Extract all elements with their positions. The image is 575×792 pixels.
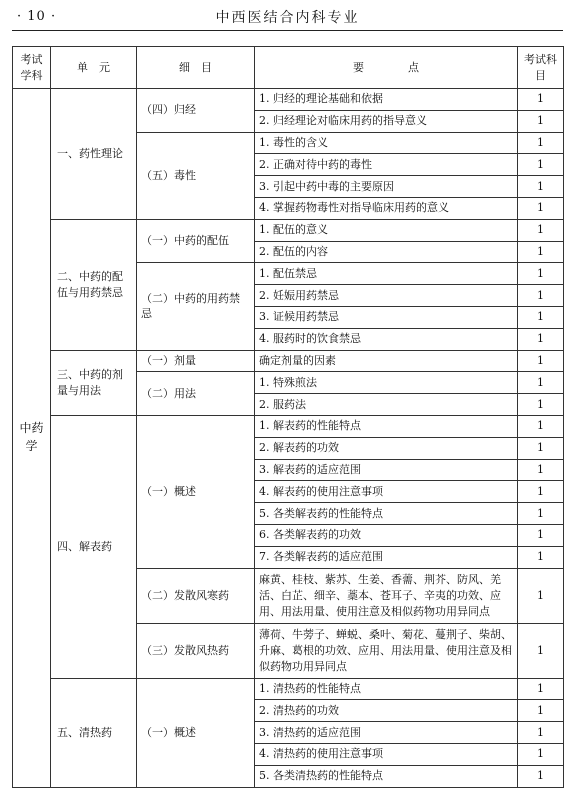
detail-cell: （一）概述 bbox=[137, 678, 255, 787]
header-exam-subject: 考试科目 bbox=[518, 47, 564, 89]
key-point-cell: 1. 解表药的性能特点 bbox=[255, 415, 518, 437]
unit-cell: 五、清热药 bbox=[51, 678, 137, 787]
score-cell: 1 bbox=[518, 132, 564, 154]
key-point-cell: 4. 服药时的饮食禁忌 bbox=[255, 328, 518, 350]
unit-cell: 二、中药的配伍与用药禁忌 bbox=[51, 219, 137, 350]
detail-cell: （三）发散风热药 bbox=[137, 623, 255, 678]
score-cell: 1 bbox=[518, 722, 564, 744]
table-header-row bbox=[13, 47, 564, 89]
header-unit: 单 元 bbox=[51, 47, 137, 89]
page-number: · 10 · bbox=[17, 9, 57, 24]
header-detail: 细 目 bbox=[137, 47, 255, 89]
table-row bbox=[13, 678, 564, 700]
header-subject: 考试学科 bbox=[13, 47, 51, 89]
score-cell: 1 bbox=[518, 89, 564, 111]
score-cell: 1 bbox=[518, 437, 564, 459]
key-point-cell: 5. 各类解表药的性能特点 bbox=[255, 503, 518, 525]
score-cell: 1 bbox=[518, 394, 564, 416]
table-row bbox=[13, 219, 564, 241]
unit-cell: 三、中药的剂量与用法 bbox=[51, 350, 137, 415]
score-cell: 1 bbox=[518, 241, 564, 263]
detail-cell: （二）用法 bbox=[137, 372, 255, 416]
detail-cell: （四）归经 bbox=[137, 89, 255, 133]
score-cell: 1 bbox=[518, 765, 564, 787]
page-title: 中西医结合内科专业 bbox=[215, 10, 360, 26]
score-cell: 1 bbox=[518, 546, 564, 568]
table-row bbox=[13, 415, 564, 437]
score-cell: 1 bbox=[518, 263, 564, 285]
page-header bbox=[0, 0, 575, 34]
key-point-cell: 2. 配伍的内容 bbox=[255, 241, 518, 263]
key-point-cell: 4. 掌握药物毒性对指导临床用药的意义 bbox=[255, 197, 518, 219]
score-cell: 1 bbox=[518, 350, 564, 372]
score-cell: 1 bbox=[518, 306, 564, 328]
key-point-cell: 3. 证候用药禁忌 bbox=[255, 306, 518, 328]
syllabus-table bbox=[12, 46, 564, 788]
score-cell: 1 bbox=[518, 678, 564, 700]
score-cell: 1 bbox=[518, 372, 564, 394]
detail-cell: （一）剂量 bbox=[137, 350, 255, 372]
score-cell: 1 bbox=[518, 700, 564, 722]
table-row bbox=[13, 350, 564, 372]
unit-cell: 一、药性理论 bbox=[51, 89, 137, 220]
key-point-cell: 1. 配伍禁忌 bbox=[255, 263, 518, 285]
detail-cell: （五）毒性 bbox=[137, 132, 255, 219]
key-point-cell: 5. 各类清热药的性能特点 bbox=[255, 765, 518, 787]
score-cell: 1 bbox=[518, 524, 564, 546]
unit-cell: 四、解表药 bbox=[51, 415, 137, 678]
score-cell: 1 bbox=[518, 176, 564, 198]
score-cell: 1 bbox=[518, 503, 564, 525]
header-rule bbox=[12, 30, 563, 31]
key-point-cell: 确定剂量的因素 bbox=[255, 350, 518, 372]
key-point-cell: 1. 归经的理论基础和依据 bbox=[255, 89, 518, 111]
key-point-cell: 1. 配伍的意义 bbox=[255, 219, 518, 241]
key-point-cell: 薄荷、牛蒡子、蝉蜕、桑叶、菊花、蔓荆子、柴胡、升麻、葛根的功效、应用、用法用量、使用注意及相似药物功用异同点 bbox=[255, 623, 518, 678]
score-cell: 1 bbox=[518, 743, 564, 765]
key-point-cell: 3. 解表药的适应范围 bbox=[255, 459, 518, 481]
score-cell: 1 bbox=[518, 568, 564, 623]
key-point-cell: 2. 服药法 bbox=[255, 394, 518, 416]
score-cell: 1 bbox=[518, 285, 564, 307]
score-cell: 1 bbox=[518, 481, 564, 503]
key-point-cell: 2. 妊娠用药禁忌 bbox=[255, 285, 518, 307]
detail-cell: （一）概述 bbox=[137, 415, 255, 568]
detail-cell: （一）中药的配伍 bbox=[137, 219, 255, 263]
key-point-cell: 麻黄、桂枝、紫苏、生姜、香薷、荆芥、防风、羌活、白芷、细辛、藁本、苍耳子、辛夷的功效、应用、用法用量、使用注意及相似药物功用异同点 bbox=[255, 568, 518, 623]
score-cell: 1 bbox=[518, 154, 564, 176]
score-cell: 1 bbox=[518, 459, 564, 481]
key-point-cell: 2. 正确对待中药的毒性 bbox=[255, 154, 518, 176]
header-key-points: 要 点 bbox=[255, 47, 518, 89]
key-point-cell: 2. 清热药的功效 bbox=[255, 700, 518, 722]
key-point-cell: 1. 清热药的性能特点 bbox=[255, 678, 518, 700]
key-point-cell: 1. 特殊煎法 bbox=[255, 372, 518, 394]
score-cell: 1 bbox=[518, 219, 564, 241]
key-point-cell: 6. 各类解表药的功效 bbox=[255, 524, 518, 546]
key-point-cell: 4. 清热药的使用注意事项 bbox=[255, 743, 518, 765]
score-cell: 1 bbox=[518, 110, 564, 132]
score-cell: 1 bbox=[518, 415, 564, 437]
key-point-cell: 2. 归经理论对临床用药的指导意义 bbox=[255, 110, 518, 132]
detail-cell: （二）发散风寒药 bbox=[137, 568, 255, 623]
subject-cell: 中药学 bbox=[13, 89, 51, 788]
score-cell: 1 bbox=[518, 197, 564, 219]
key-point-cell: 7. 各类解表药的适应范围 bbox=[255, 546, 518, 568]
score-cell: 1 bbox=[518, 328, 564, 350]
key-point-cell: 3. 引起中药中毒的主要原因 bbox=[255, 176, 518, 198]
key-point-cell: 2. 解表药的功效 bbox=[255, 437, 518, 459]
key-point-cell: 1. 毒性的含义 bbox=[255, 132, 518, 154]
table-row bbox=[13, 89, 564, 111]
key-point-cell: 3. 清热药的适应范围 bbox=[255, 722, 518, 744]
detail-cell: （二）中药的用药禁忌 bbox=[137, 263, 255, 350]
score-cell: 1 bbox=[518, 623, 564, 678]
key-point-cell: 4. 解表药的使用注意事项 bbox=[255, 481, 518, 503]
